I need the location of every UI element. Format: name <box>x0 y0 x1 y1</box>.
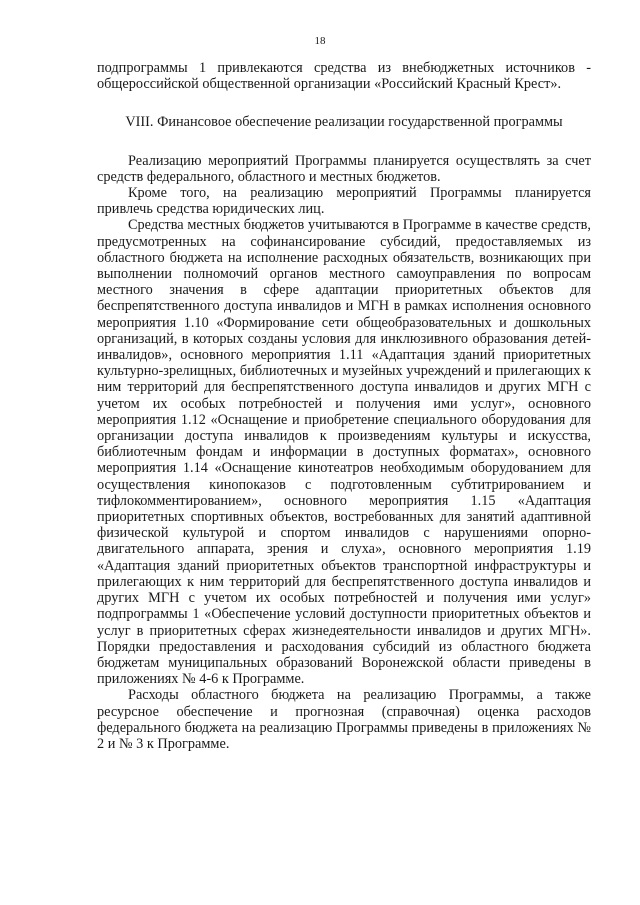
page-number: 18 <box>314 35 326 47</box>
section-heading: VIII. Финансовое обеспечение реализации государственной программы <box>125 114 563 131</box>
paragraph-regional-expenses: Расходы областного бюджета на реализацию Программы, а также ресурсное обеспечение и прогнозная (справочная) оценка расходов федерального бюджета на реализацию Программы приведены в приложениях № 2 и № 3 к Программе. <box>97 687 591 752</box>
paragraph-funding-sources: Реализацию мероприятий Программы планируется осуществлять за счет средств федерального, областного и местных бюджетов. <box>97 152 591 185</box>
paragraph-legal-entities: Кроме того, на реализацию мероприятий Программы планируется привлечь средства юридических лиц. <box>97 185 591 218</box>
document-body <box>97 60 591 752</box>
paragraph-continuation: подпрограммы 1 привлекаются средства из внебюджетных источников - общероссийской общественной организации «Российский Красный Крест». <box>97 60 591 93</box>
paragraph-local-budgets: Средства местных бюджетов учитываются в Программе в качестве средств, предусмотренных на софинансирование субсидий, предоставляемых из областного бюджета на исполнение расходных обязательств, возникающих при выполнении полномочий органов местного самоуправления по вопросам местного значения в сфере адаптации приоритетных объектов для беспрепятственного доступа инвалидов и МГН в рамках исполнения основного мероприятия 1.10 «Формирование сети общеобразовательных и дошкольных организаций, в которых созданы условия для инклюзивного образования детей-инвалидов», основного мероприятия 1.11 «Адаптация зданий приоритетных культурно-зрелищных, библиотечных и музейных учреждений и прилегающих к ним территорий для беспрепятственного доступа инвалидов и других МГН с учетом их особых потребностей и получения ими услуг», основного мероприятия 1.12 «Оснащение и приобретение специального оборудования для организации доступа инвалидов к произведениям культуры и искусства, библиотечным фондам и информации в доступных форматах», основного мероприятия 1.14 «Оснащение кинотеатров необходимым оборудованием для осуществления кинопоказов с подготовленным субтитрированием и тифлокомментированием», основного мероприятия 1.15 «Адаптация приоритетных спортивных объектов, востребованных для занятий адаптивной физической культурой и спортом инвалидов с нарушениями опорно-двигательного аппарата, зрения и слуха», основного мероприятия 1.19 «Адаптация зданий приоритетных объектов транспортной инфраструктуры и прилегающих к ним территорий для беспрепятственного доступа инвалидов и других МГН с учетом их особых потребностей и получения ими услуг» подпрограммы 1 «Обеспечение условий доступности приоритетных объектов и услуг в приоритетных сферах жизнедеятельности инвалидов и других МГН». Порядки предоставления и расходования субсидий из областного бюджета бюджетам муниципальных образований Воронежской области приведены в приложениях № 4-6 к Программе. <box>97 217 591 688</box>
